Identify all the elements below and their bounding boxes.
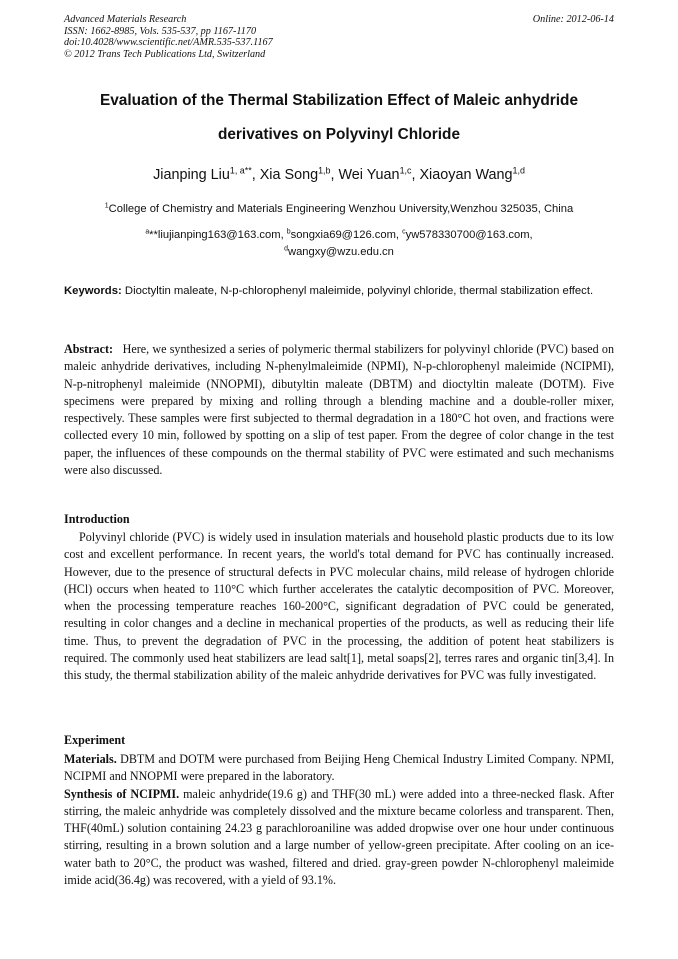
author-sup: 1,b <box>318 165 331 176</box>
issn-line: ISSN: 1662-8985, Vols. 535-537, pp 1167-1170 <box>64 25 257 37</box>
author-separator: , <box>251 167 260 183</box>
abstract-label: Abstract: <box>64 342 114 356</box>
materials-paragraph <box>64 751 614 786</box>
affiliation <box>60 203 618 215</box>
author-separator: , <box>330 167 339 183</box>
author-sup: 1,c <box>399 165 412 176</box>
synthesis-label: Synthesis of NCIPMI. <box>64 786 180 801</box>
paper-title-line-1: Evaluation of the Thermal Stabilization Effect of Maleic anhydride <box>99 92 579 109</box>
keywords <box>64 282 614 300</box>
affiliation-text: College of Chemistry and Materials Engineering Wenzhou University,Wenzhou 325035, China <box>108 203 574 215</box>
experiment-heading: Experiment <box>64 733 126 747</box>
doi-line: doi:10.4028/www.scientific.net/AMR.535-537.1167 <box>64 37 273 49</box>
synthesis-text: maleic anhydride(19.6 g) and THF(30 mL) were added into a three-necked flask. After stirring, the maleic anhydride was completely dissolved and the mixture became colorless and transparent. Then, THF(40mL) solution containing 24.23 g parachloroaniline was added dropwise over one hour under continuous stirring, resulting in a brown solution and a large number of yellow-green precipitate. After cooling on an ice-water bath to 20°C, the product was washed, filtered and dried. gray-green powder N-chlorophenyl maleimide imide acid(36.4g) was recovered, with a yield of 93.1%. <box>64 786 614 888</box>
copyright-line: © 2012 Trans Tech Publications Ltd, Switzerland <box>64 48 266 60</box>
journal-header <box>64 14 273 60</box>
introduction-section <box>64 529 614 685</box>
email-a[interactable]: **liujianping163@163.com, <box>149 229 287 241</box>
email-sup-d: d <box>284 245 288 253</box>
author-sup: 1, a** <box>229 165 252 176</box>
online-date: Online: 2012-06-14 <box>532 14 614 25</box>
paper-title-line-2: derivatives on Polyvinyl Chloride <box>217 126 461 143</box>
experiment-section <box>64 751 614 889</box>
abstract <box>64 341 618 479</box>
synthesis-paragraph <box>64 786 614 890</box>
introduction-heading: Introduction <box>64 512 130 526</box>
keywords-text: Dioctyltin maleate, N-p-chlorophenyl maleimide, polyvinyl chloride, thermal stabilization effect. <box>121 285 594 297</box>
keywords-label: Keywords: <box>64 285 122 297</box>
introduction-paragraph: Polyvinyl chloride (PVC) is widely used in insulation materials and household plastic products due to its low cost and excellent performance. In recent years, the world's total demand for PVC has continually increased. However, due to the presence of structural defects in PVC molecular chains, mild release of hydrogen chloride (HCl) occurs when heated to 110°C which further accelerates the catalytic decomposition of PVC. Moreover, when the processing temperature reaches 160-200°C, significant degradation of PVC could be generated, resulting in color changes and a decline in mechanical properties of the products, as well as reducing their life time. Thus, to prevent the degradation of PVC in the processing, the addition of potent heat stabilizers is required. The commonly used heat stabilizers are lead salt[1], metal soaps[2], terres rares and organic tin[3,4]. In this study, the thermal stabilization ability of the maleic anhydride derivatives for PVC was fully investigated. <box>64 530 614 683</box>
affiliation-sup: 1 <box>104 202 109 210</box>
materials-label: Materials. <box>64 752 117 766</box>
journal-name: Advanced Materials Research <box>64 14 187 25</box>
author-list <box>60 167 618 183</box>
author-name: Xiaoyan Wang <box>419 167 513 183</box>
email-c[interactable]: yw578330700@163.com, <box>405 229 533 241</box>
email-sup-a: a <box>145 228 150 236</box>
email-b[interactable]: songxia69@126.com, <box>290 229 403 241</box>
author-separator: , <box>411 167 420 183</box>
author-name: Wei Yuan <box>338 167 400 183</box>
author-name: Xia Song <box>259 167 319 183</box>
email-sup-b: b <box>286 228 291 236</box>
materials-text: DBTM and DOTM were purchased from Beijing Heng Chemical Industry Limited Company. NPMI, NCIPMI and NNOPMI were prepared in the laboratory. <box>64 752 614 784</box>
author-sup: 1,d <box>512 165 525 176</box>
author-name: Jianping Liu <box>153 167 230 183</box>
email-d[interactable]: wangxy@wzu.edu.cn <box>287 246 394 258</box>
author-emails <box>60 227 618 261</box>
email-sup-c: c <box>402 228 406 236</box>
abstract-text: Here, we synthesized a series of polymeric thermal stabilizers for polyvinyl chloride (PVC) based on maleic anhydride derivatives, including N-phenylmaleimide (NPMI), N-p-chlorophenyl maleimide (NCIPMI), N-p-nitrophenyl maleimide (NNOPMI), dibutyltin maleate (DBTM) and dioctyltin maleate (DOTM). Five specimens were prepared by mixing and rolling through a blending machine and a double-roller mixer, respectively. These samples were first subjected to thermal degradation in a 180°C hot oven, and fractions were collected every 10 min, followed by spotting on a slip of test paper. From the degree of color change in the test paper, the influences of these compounds on the thermal stability of PVC were estimated and such mechanisms were also discussed. <box>64 342 618 478</box>
